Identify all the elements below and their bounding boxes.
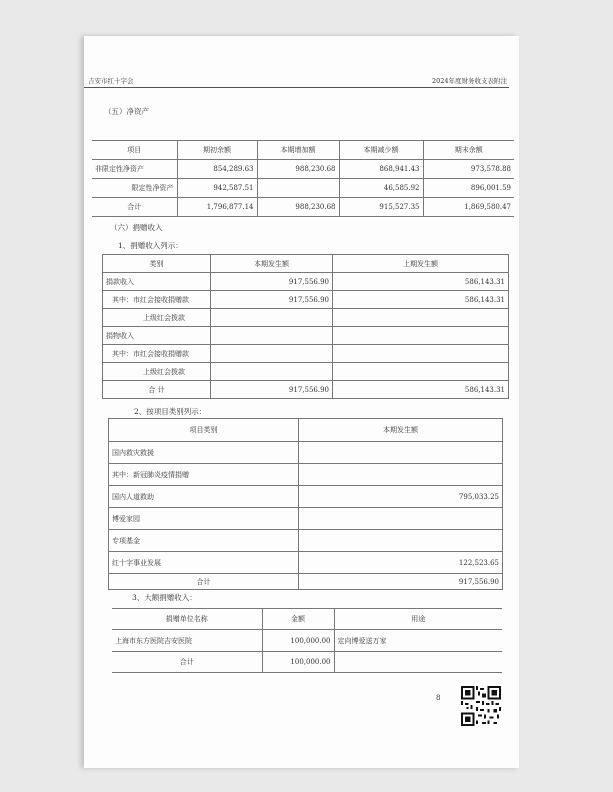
table-cell: 915,527.35	[339, 198, 423, 217]
col-header: 项目类别	[109, 419, 299, 442]
header-org: 吉安市红十字会	[88, 77, 134, 85]
donation-category-table	[102, 254, 509, 399]
table-row	[109, 574, 503, 590]
table-cell: 1,869,580.47	[423, 198, 514, 217]
table-cell	[299, 508, 503, 530]
row-label: 捐款收入	[103, 273, 211, 291]
table-cell: 100,000.00	[262, 630, 334, 652]
table-cell: 917,556.90	[211, 273, 333, 291]
col-header: 类别	[103, 255, 211, 273]
table-cell: 988,230.68	[257, 160, 339, 179]
table-cell: 942,587.51	[177, 179, 257, 198]
header-title: 2024年度财务收支表附注	[431, 77, 507, 85]
table-cell	[334, 652, 502, 673]
row-label: 其中：市红会接收捐赠款	[103, 291, 211, 309]
table-cell: 917,556.90	[211, 291, 333, 309]
col-header: 期末余额	[423, 141, 514, 160]
table-cell: 917,556.90	[211, 381, 333, 399]
col-header: 金额	[262, 609, 334, 630]
table-cell	[333, 309, 509, 327]
row-label: 合计	[109, 574, 299, 590]
table-row	[109, 486, 503, 508]
table-header-row	[112, 609, 502, 630]
table-row	[103, 363, 509, 381]
table-cell: 46,585.92	[339, 179, 423, 198]
table-row	[109, 442, 503, 464]
row-label: 红十字事业发展	[109, 552, 299, 574]
table-row	[109, 508, 503, 530]
table-cell	[333, 363, 509, 381]
row-label: 博爱家园	[109, 508, 299, 530]
table-cell: 795,033.25	[299, 486, 503, 508]
table-cell: 896,001.59	[423, 179, 514, 198]
table-cell: 854,289.63	[177, 160, 257, 179]
table-row	[92, 179, 514, 198]
table-header-row	[103, 255, 509, 273]
page-number: 8	[436, 694, 441, 702]
row-label: 合计	[112, 652, 262, 673]
large-donation-table	[112, 608, 502, 673]
table-header-row	[92, 141, 514, 160]
col-header: 本期减少额	[339, 141, 423, 160]
col-header: 项目	[92, 141, 177, 160]
donation-project-table	[108, 418, 503, 590]
col-header: 本期发生额	[299, 419, 503, 442]
document-page	[84, 36, 519, 768]
table-row	[112, 630, 502, 652]
row-label: 国内人道救助	[109, 486, 299, 508]
table-cell: 586,143.31	[333, 273, 509, 291]
row-label: 国内救灾救援	[109, 442, 299, 464]
col-header: 用途	[334, 609, 502, 630]
row-label: 限定性净资产	[92, 179, 177, 198]
row-label: 其中：新冠肺炎疫情捐赠	[109, 464, 299, 486]
table-row	[112, 652, 502, 673]
table-cell: 定向博爱送万家	[334, 630, 502, 652]
table-row	[103, 381, 509, 399]
sub3-heading: 3、大额捐赠收入：	[132, 593, 197, 602]
table-header-row	[109, 419, 503, 442]
table-cell: 1,796,877.14	[177, 198, 257, 217]
table-row	[103, 291, 509, 309]
header-rule	[84, 87, 509, 88]
net-assets-heading: （五）净资产	[104, 107, 149, 116]
table-row	[103, 327, 509, 345]
row-label: 专项基金	[109, 530, 299, 552]
table-cell: 917,556.90	[299, 574, 503, 590]
table-cell	[333, 345, 509, 363]
table-cell: 973,578.88	[423, 160, 514, 179]
table-cell	[333, 327, 509, 345]
table-cell: 586,143.31	[333, 291, 509, 309]
table-cell	[211, 363, 333, 381]
table-row	[103, 309, 509, 327]
table-row	[92, 160, 514, 179]
row-label: 其中：市红会接收捐赠款	[103, 345, 211, 363]
table-cell	[257, 179, 339, 198]
table-cell: 586,143.31	[333, 381, 509, 399]
table-cell: 100,000.00	[262, 652, 334, 673]
table-row	[103, 345, 509, 363]
table-cell	[211, 327, 333, 345]
col-header: 上期发生额	[333, 255, 509, 273]
qr-code-icon	[461, 686, 501, 726]
row-label: 合计	[92, 198, 177, 217]
row-label: 上级红会拨款	[103, 363, 211, 381]
donations-heading: （六）捐赠收入	[110, 223, 163, 232]
table-row	[109, 464, 503, 486]
row-label: 上海市东方医院吉安医院	[112, 630, 262, 652]
sub2-heading: 2、按项目类别列示：	[134, 407, 207, 416]
row-label: 合 计	[103, 381, 211, 399]
table-cell	[299, 464, 503, 486]
table-row	[103, 273, 509, 291]
col-header: 期初余额	[177, 141, 257, 160]
row-label: 上级红会拨款	[103, 309, 211, 327]
row-label: 非限定性净资产	[92, 160, 177, 179]
table-cell	[211, 345, 333, 363]
sub1-heading: 1、捐赠收入列示：	[118, 241, 183, 250]
net-assets-table	[92, 140, 514, 217]
col-header: 本期增加额	[257, 141, 339, 160]
col-header: 捐赠单位名称	[112, 609, 262, 630]
table-row	[109, 530, 503, 552]
col-header: 本期发生额	[211, 255, 333, 273]
row-label: 捐物收入	[103, 327, 211, 345]
table-cell: 122,523.65	[299, 552, 503, 574]
table-row	[92, 198, 514, 217]
table-cell: 868,941.43	[339, 160, 423, 179]
table-cell: 988,230.68	[257, 198, 339, 217]
table-cell	[299, 442, 503, 464]
table-cell	[211, 309, 333, 327]
table-row	[109, 552, 503, 574]
table-cell	[299, 530, 503, 552]
